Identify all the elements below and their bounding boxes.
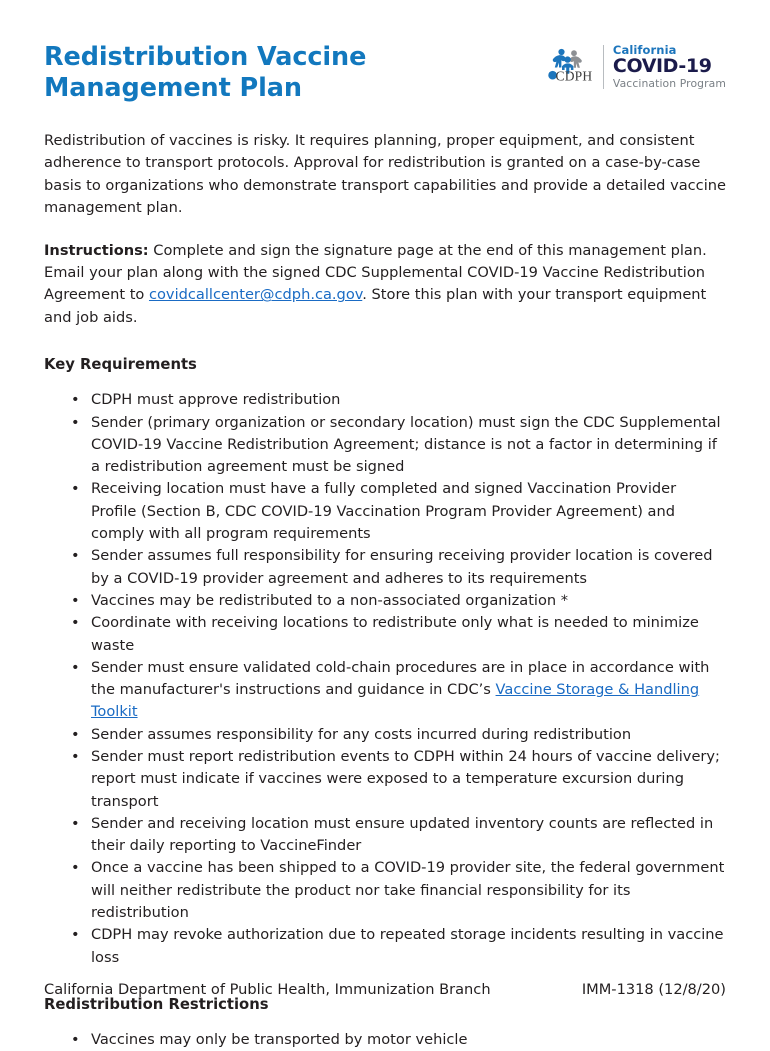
list-item-text: Sender assumes responsibility for any costs incurred during redistribution <box>91 725 632 743</box>
cdph-logo-icon <box>543 46 599 88</box>
footer-agency-text: California Department of Public Health, Immunization Branch <box>44 981 491 998</box>
list-item-text: Receiving location must have a fully completed and signed Vaccination Provider Profile (Section B, CDC COVID-19 Vaccination Program Provider Agreement) and comply with all program requirements <box>91 480 677 543</box>
redistribution-restrictions-heading: Redistribution Restrictions <box>44 995 269 1013</box>
instructions-text-after-link: . Store this plan with your transport equipment and job aids. <box>44 286 707 326</box>
footer-form-number: IMM-1318 (12/8/20) <box>581 981 726 998</box>
list-item <box>44 724 726 746</box>
list-item <box>44 590 726 612</box>
list-item-text: Vaccines may be redistributed to a non-associated organization * <box>91 591 569 609</box>
svg-text:CDPH: CDPH <box>555 68 593 84</box>
list-item-text: Once a vaccine has been shipped to a COVID-19 provider site, the federal government will neither redistribute the product nor take financial responsibility for its redistribution <box>91 859 725 922</box>
list-item <box>44 545 726 590</box>
list-item <box>44 746 726 813</box>
list-item <box>44 389 726 411</box>
page-title <box>44 42 366 104</box>
logo-covid19-text: COVID-19 <box>612 55 712 78</box>
logo-program-text: Vaccination Program <box>612 76 726 90</box>
list-item-text: Sender must ensure validated cold-chain procedures are in place in accordance with the manufacturer's instructions and guidance in CDC’s <box>91 658 710 699</box>
list-item <box>44 478 726 545</box>
page-title-line-1: Redistribution Vaccine <box>44 42 367 72</box>
list-item-text: Sender assumes full responsibility for ensuring receiving provider location is covered by a COVID-19 provider agreement and adheres to its requirements <box>91 547 713 587</box>
list-item-text: Sender and receiving location must ensure updated inventory counts are reflected in their daily reporting to VaccineFinder <box>91 814 714 855</box>
list-item <box>44 1029 726 1051</box>
covidcallcenter-email-link[interactable]: covidcallcenter@cdph.ca.gov <box>148 286 363 304</box>
logo-divider <box>603 45 604 89</box>
logo-california-text: California <box>612 42 677 57</box>
list-item-text: Sender must report redistribution events to CDPH within 24 hours of vaccine delivery; report must indicate if vaccines were exposed to a temperature excursion during transport <box>91 748 720 810</box>
list-item <box>44 924 726 969</box>
key-requirements-heading: Key Requirements <box>44 356 197 374</box>
vaccine-storage-handling-toolkit-link[interactable]: Vaccine Storage & Handling Toolkit <box>91 681 700 721</box>
list-item <box>44 412 726 479</box>
list-item-text: CDPH may revoke authorization due to repeated storage incidents resulting in vaccine loss <box>91 926 724 966</box>
list-item <box>44 857 726 924</box>
list-item <box>44 813 726 858</box>
page-title-line-2: Management Plan <box>44 73 302 103</box>
cdph-covid19-logo <box>543 44 726 90</box>
document-header <box>44 0 726 103</box>
key-requirements-list <box>44 389 726 969</box>
list-item-text: Coordinate with receiving locations to redistribute only what is needed to minimize waste <box>91 614 699 654</box>
intro-paragraph: Redistribution of vaccines is risky. It requires planning, proper equipment, and consistent adherence to transport protocols. Approval for redistribution is granted on a case-by-case basis to organizations who demonstrate transport capabilities and provide a detailed vaccine management plan. <box>44 132 726 217</box>
list-item <box>44 657 726 724</box>
instructions-label: Instructions: <box>44 241 149 259</box>
list-item-text: Sender (primary organization or secondary location) must sign the CDC Supplemental COVID-19 Vaccine Redistribution Agreement; distance is not a factor in determining if a redistribution agreement must be signed <box>91 413 721 476</box>
logo-wordmark <box>612 42 726 90</box>
instructions-text-before-link: Complete and sign the signature page at the end of this management plan. Email your plan along with the signed CDC Supplemental COVID-19 Vaccine Redistribution Agreement to <box>44 241 707 304</box>
document-footer <box>44 980 726 1000</box>
list-item-text: CDPH must approve redistribution <box>91 391 341 409</box>
list-item <box>44 612 726 657</box>
list-item-text: Vaccines may only be transported by motor vehicle <box>91 1030 468 1048</box>
redistribution-restrictions-list <box>44 1029 726 1051</box>
instructions-paragraph <box>44 240 726 330</box>
